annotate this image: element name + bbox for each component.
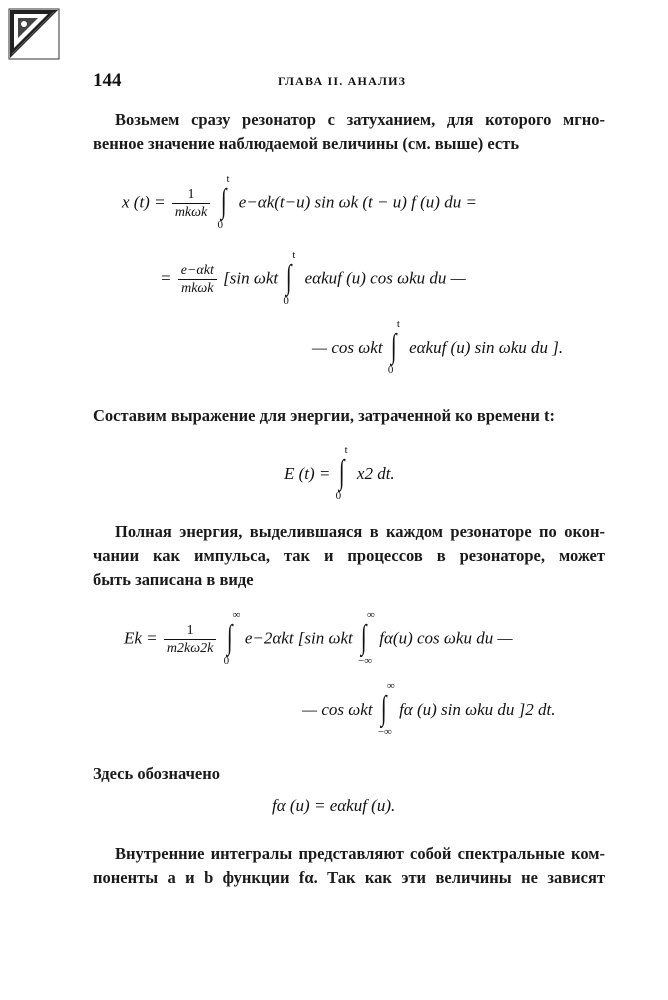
fraction: $\frac{1}{m2k\omega 2k}$ [164, 622, 216, 657]
text-line: чании как импульса, так и процессов в резонаторе, может [93, 546, 605, 565]
text-line: венное значение наблюдаемой величины (см. выше) есть [93, 134, 520, 153]
integral-sign: ∫ ∞ 0 [223, 608, 241, 667]
integral-sign: ∫ ∞ −∞ [377, 680, 395, 738]
integral-sign: ∫ t 0 [335, 444, 348, 502]
text-line: Составим выражение для энергии, затраченной ко времени t: [93, 406, 555, 425]
integral-sign: ∫ t 0 [387, 318, 400, 376]
paragraph-notation [93, 762, 605, 786]
fraction: $\frac{\text{e−αkt}}{\text{mkωk}}$ [178, 262, 217, 297]
paragraph-energy [93, 404, 605, 428]
page-header [93, 70, 605, 94]
integral-sign: ∫ t 0 [217, 172, 230, 231]
formula-x-of-t-line2: = $\frac{\text{e−αkt}}{\text{mkωk}}$ [sin ωkt ∫ t 0 eαkuf (u) cos ωku du — [160, 248, 466, 307]
formula-Ek-line1: Ek = $\frac{1}{m2k\omega 2k}$ ∫ ∞ 0 e−2αkt [sin ωkt ∫ ∞ −∞ fα(u) cos ωku du — [124, 608, 513, 667]
formula-x-of-t-line1: x (t) = $\frac{1}{\text{mkωk}}$ ∫ t 0 e−αk(t−u) sin ωk (t − u) f (u) du = [122, 172, 477, 231]
integral-sign: ∫ t 0 [283, 248, 296, 307]
paragraph-total-energy [93, 520, 605, 592]
text-line: Внутренние интегралы представляют собой спектральные ком- [115, 844, 605, 863]
paragraph-spectral [93, 842, 605, 890]
paragraph-intro [93, 108, 605, 156]
formula-Ek-line2: — cos ωkt ∫ ∞ −∞ fα (u) sin ωku du ]2 dt. [302, 680, 556, 738]
running-head: ГЛАВА II. АНАЛИЗ [278, 74, 407, 88]
formula-x-of-t-line3: — cos ωkt ∫ t 0 eαkuf (u) sin ωku du ]. [312, 318, 564, 376]
text-line: Здесь обозначено [93, 764, 220, 783]
integral-sign: ∫ ∞ −∞ [358, 608, 375, 667]
formula-f-alpha: fα (u) = eαkuf (u). [272, 796, 396, 815]
fraction: $\frac{1}{\text{mkωk}}$ [172, 186, 210, 221]
text-line: быть записана в виде [93, 570, 254, 589]
text-line: поненты a и b функции fα. Так как эти величины не зависят [93, 868, 605, 887]
text-line: Полная энергия, выделившаяся в каждом резонаторе по окон- [115, 522, 605, 541]
text-line: Возьмем сразу резонатор с затуханием, для которого мгно- [115, 110, 605, 129]
corner-ornament [8, 8, 60, 65]
formula-energy: E (t) = ∫ t 0 x2 dt. [284, 444, 395, 502]
page-number: 144 [93, 70, 122, 91]
